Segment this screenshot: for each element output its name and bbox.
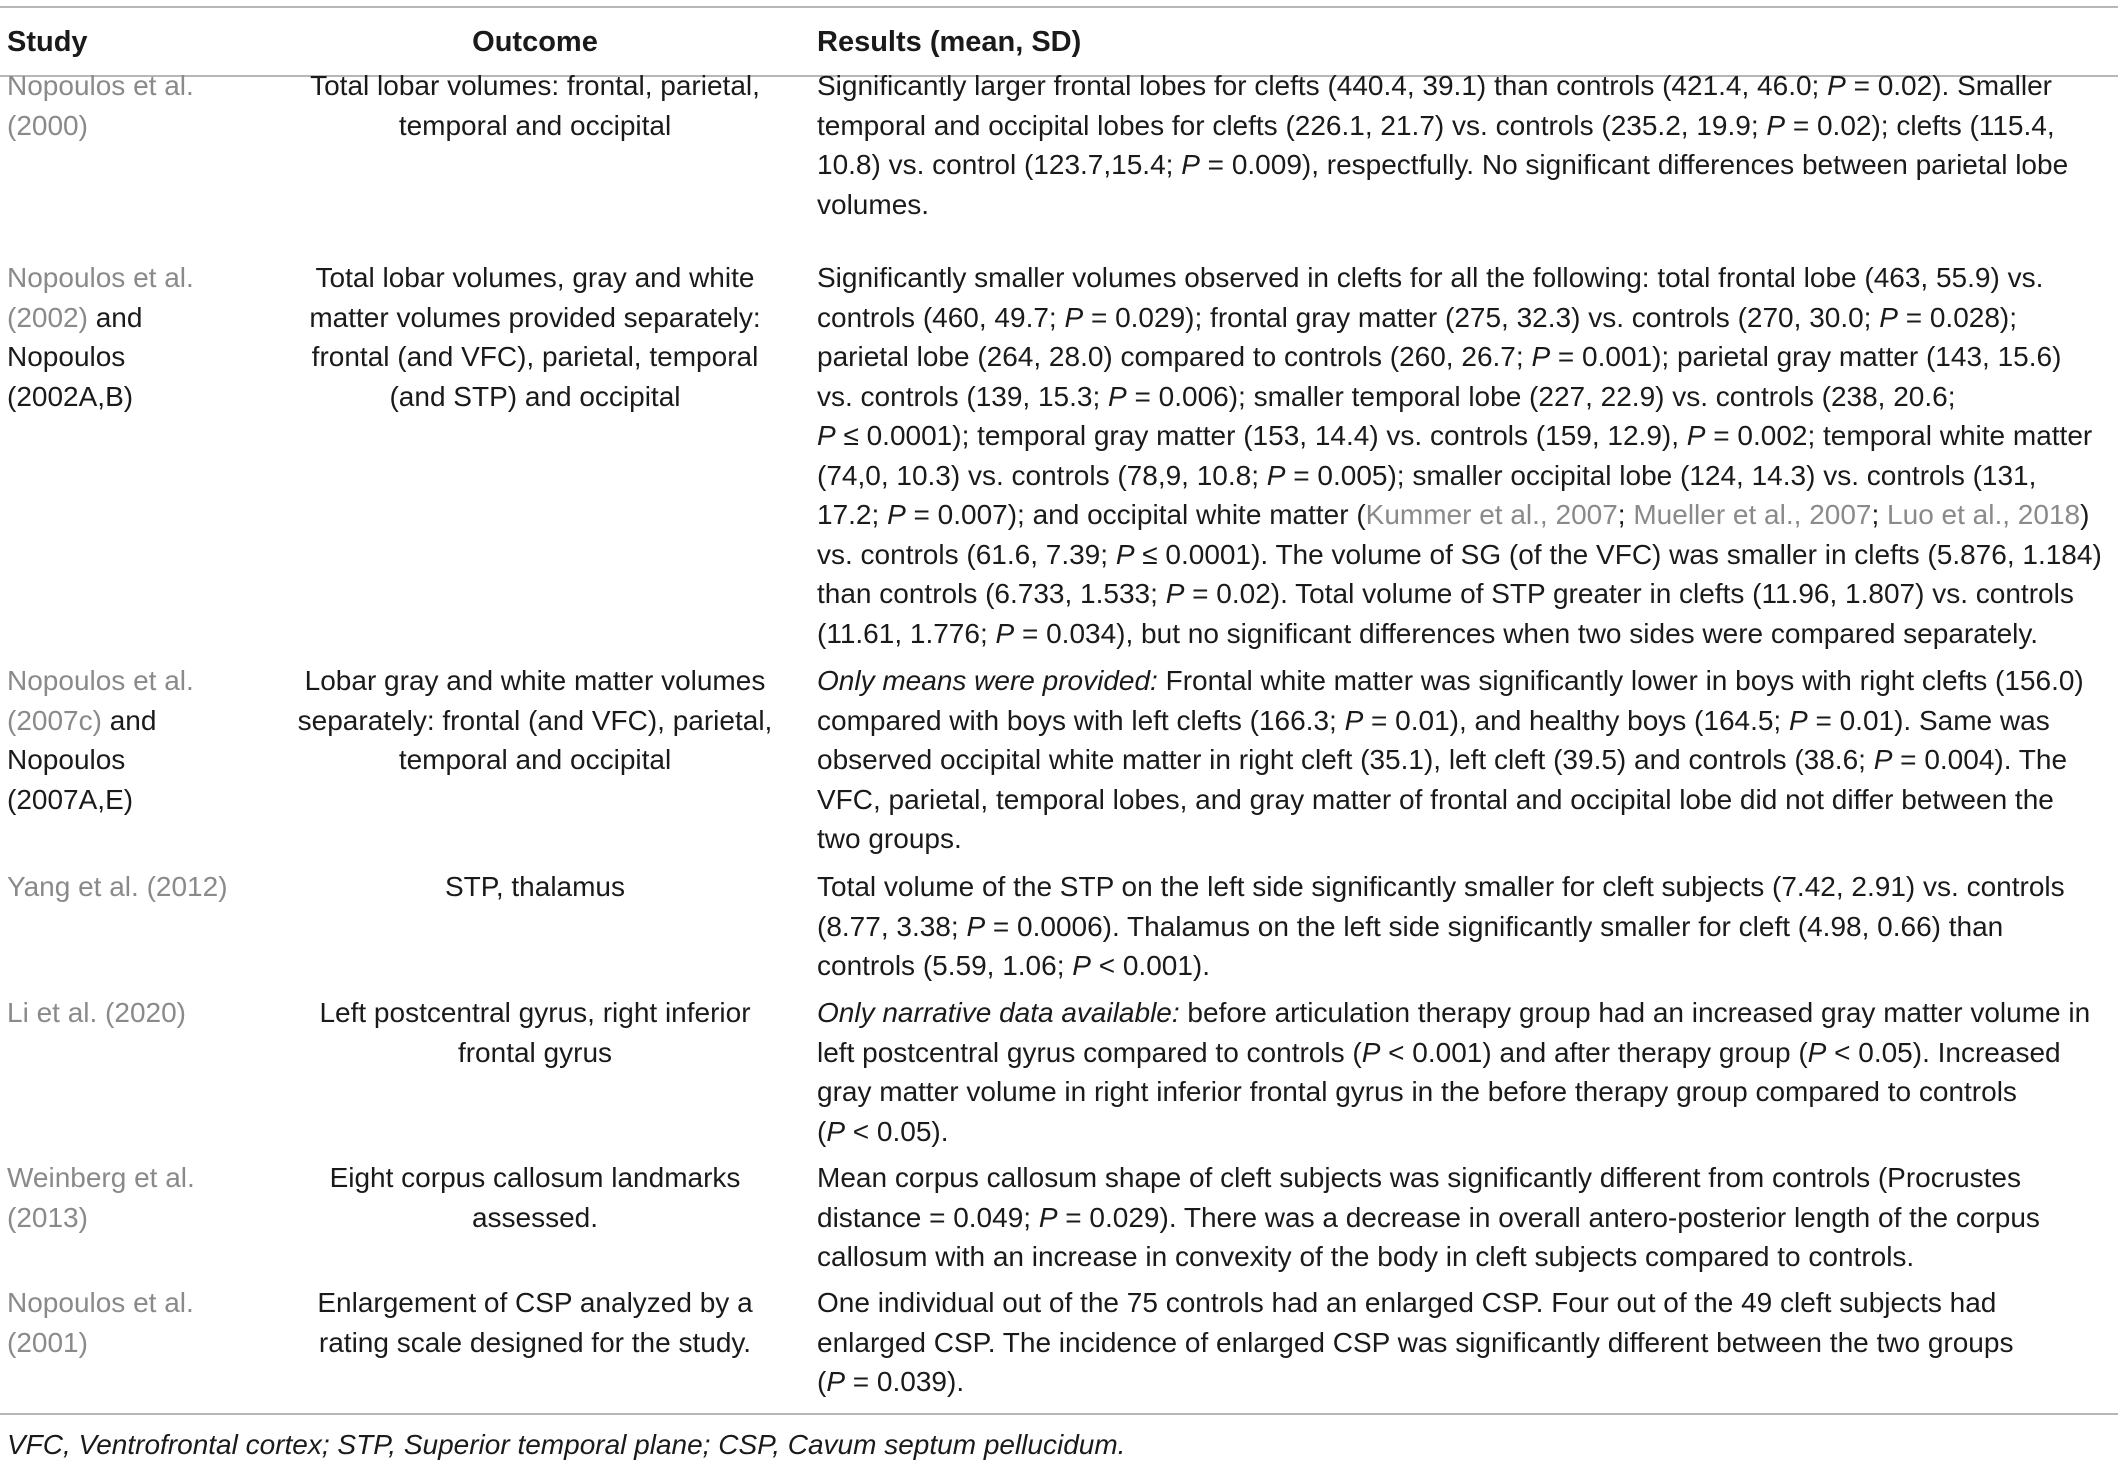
results-cell: Only means were provided: Frontal white matter was significantly lower in boys with right clefts (156.0) compared with boys with left clefts (166.3; P = 0.01), and healthy boys (164.5; P = 0.01). Same was observed occipital white matter in right cleft (35.1), left cleft (39.5) and controls (38.6; P = 0.004). The VFC, parietal, temporal lobes, and gray matter of frontal and occipital lobe did not differ between the two groups.: [817, 665, 2084, 854]
study-cell[interactable]: Nopoulos et al. (2000): [7, 70, 194, 141]
outcome-cell: Left postcentral gyrus, right inferior frontal gyrus: [319, 997, 751, 1068]
reference-link[interactable]: Mueller et al., 2007: [1633, 499, 1872, 530]
outcome-cell: Total lobar volumes: frontal, parietal, temporal and occipital: [310, 70, 760, 141]
study-cell[interactable]: Weinberg et al. (2013): [7, 1162, 195, 1233]
study-cell[interactable]: Yang et al. (2012): [7, 871, 228, 902]
study-cell[interactable]: Nopoulos et al. (2002) and Nopoulos (2002A,B): [7, 262, 194, 412]
outcome-cell: Total lobar volumes, gray and white matter volumes provided separately: frontal (and VFC), parietal, temporal (and STP) and occipital: [309, 262, 761, 412]
results-cell: Total volume of the STP on the left side significantly smaller for cleft subjects (7.42, 2.91) vs. controls (8.77, 3.38; P = 0.0006). Thalamus on the left side significantly smaller for cleft (4.98, 0.66) than controls (5.59, 1.06; P < 0.001).: [817, 871, 2065, 981]
outcome-cell: Enlargement of CSP analyzed by a rating scale designed for the study.: [317, 1287, 753, 1358]
header-outcome: Outcome: [472, 26, 598, 58]
table-footnote: VFC, Ventrofrontal cortex; STP, Superior temporal plane; CSP, Cavum septum pellucidum.: [7, 1429, 1126, 1460]
results-cell: Mean corpus callosum shape of cleft subjects was significantly different from controls (Procrustes distance = 0.049; P = 0.029). There was a decrease in overall antero-posterior length of the corpus callosum with an increase in convexity of the body in cleft subjects compared to controls.: [817, 1162, 2040, 1272]
outcome-cell: Eight corpus callosum landmarks assessed.: [329, 1162, 741, 1233]
outcome-cell: Lobar gray and white matter volumes separately: frontal (and VFC), parietal, temporal and occipital: [297, 665, 773, 775]
header-results: Results (mean, SD): [817, 26, 1082, 58]
header-study: Study: [7, 26, 88, 58]
results-cell: One individual out of the 75 controls had an enlarged CSP. Four out of the 49 cleft subjects had enlarged CSP. The incidence of enlarged CSP was significantly different between the two groups (P = 0.039).: [817, 1287, 2014, 1397]
reference-link[interactable]: Luo et al., 2018: [1887, 499, 2081, 530]
results-cell: Only narrative data available: before articulation therapy group had an increased gray matter volume in left postcentral gyrus compared to controls (P < 0.001) and after therapy group (P < 0.05). Increased gray matter volume in right inferior frontal gyrus in the before therapy group compared to controls (P < 0.05).: [817, 997, 2091, 1147]
outcome-cell: STP, thalamus: [444, 871, 626, 902]
reference-link[interactable]: Kummer et al., 2007: [1365, 499, 1618, 530]
results-cell: Significantly smaller volumes observed in clefts for all the following: total frontal lobe (463, 55.9) vs. controls (460, 49.7; P = 0.029); frontal gray matter (275, 32.3) vs. controls (270, 30.0; P = 0.028); parietal lobe (264, 28.0) compared to controls (260, 26.7; P = 0.001); parietal gray matter (143, 15.6) vs. controls (139, 15.3; P = 0.006); smaller temporal lobe (227, 22.9) vs. controls (238, 20.6; P ≤ 0.0001); temporal gray matter (153, 14.4) vs. controls (159, 12.9), P = 0.002; temporal white matter (74,0, 10.3) vs. controls (78,9, 10.8; P = 0.005); smaller occipital lobe (124, 14.3) vs. controls (131, 17.2; P = 0.007); and occipital white matter (Kummer et al., 2007; Mueller et al., 2007; Luo et al., 2018) vs. controls (61.6, 7.39; P ≤ 0.0001). The volume of SG (of the VFC) was smaller in clefts (5.876, 1.184) than controls (6.733, 1.533; P = 0.02). Total volume of STP greater in clefts (11.96, 1.807) vs. controls (11.61, 1.776; P = 0.034), but no significant differences when two sides were compared separately.: [817, 262, 2102, 649]
results-cell: Significantly larger frontal lobes for clefts (440.4, 39.1) than controls (421.4, 46.0; P = 0.02). Smaller temporal and occipital lobes for clefts (226.1, 21.7) vs. controls (235.2, 19.9; P = 0.02); clefts (115.4, 10.8) vs. control (123.7,15.4; P = 0.009), respectfully. No significant differences between parietal lobe volumes.: [817, 70, 2069, 220]
table-top-rule: [0, 6, 2118, 8]
table-footer-rule: [0, 1413, 2118, 1415]
study-cell[interactable]: Nopoulos et al. (2007c) and Nopoulos (2007A,E): [7, 665, 194, 815]
study-cell[interactable]: Nopoulos et al. (2001): [7, 1287, 194, 1358]
study-cell[interactable]: Li et al. (2020): [7, 997, 186, 1028]
